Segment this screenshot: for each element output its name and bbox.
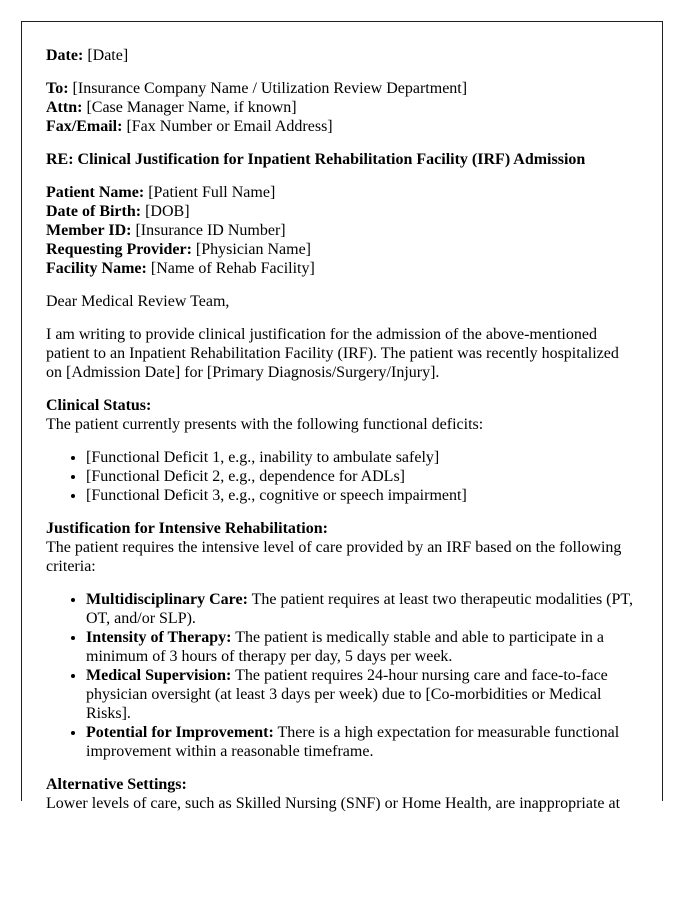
facility-name-value: [Name of Rehab Facility] (150, 260, 315, 277)
to-value: [Insurance Company Name / Utilization Review Department] (72, 80, 468, 97)
justification-intro: The patient requires the intensive level of care provided by an IRF based on the following criteria: (46, 539, 622, 575)
date-label: Date: (46, 47, 84, 64)
attn-label: Attn: (46, 99, 83, 116)
functional-deficit-list (46, 448, 634, 505)
list-item (86, 723, 634, 761)
clinical-status-block (46, 396, 634, 434)
criterion-label: Intensity of Therapy: (86, 629, 232, 646)
criterion-text: There is a high expectation for measurable functional improvement within a reasonable timeframe. (86, 724, 620, 760)
intro-paragraph: I am writing to provide clinical justification for the admission of the above-mentioned patient to an Inpatient Rehabilitation Facility (IRF). The patient was recently hospitalized on [Admission Date] for [Primary Diagnosis/Surgery/Injury]. (46, 326, 619, 381)
clinical-status-intro: The patient currently presents with the following functional deficits: (46, 416, 484, 433)
member-id-value: [Insurance ID Number] (135, 222, 286, 239)
fax-email-value: [Fax Number or Email Address] (126, 118, 333, 135)
list-item (86, 590, 634, 628)
patient-name-value: [Patient Full Name] (148, 184, 276, 201)
criterion-label: Potential for Improvement: (86, 724, 274, 741)
list-item: • [Functional Deficit 2, e.g., dependence for ADLs] (86, 467, 634, 486)
salutation: Dear Medical Review Team, (46, 293, 230, 310)
criterion-label: Medical Supervision: (86, 667, 232, 684)
date-line (46, 46, 634, 65)
list-item (86, 666, 634, 723)
list-item: • [Functional Deficit 1, e.g., inability to ambulate safely] (86, 448, 634, 467)
alternative-settings-block (46, 775, 634, 813)
date-value: [Date] (87, 47, 129, 64)
patient-info-block (46, 183, 634, 278)
criterion-label: Multidisciplinary Care: (86, 591, 248, 608)
dob-label: Date of Birth: (46, 203, 142, 220)
member-id-label: Member ID: (46, 222, 132, 239)
criterion-text: The patient requires at least two therapeutic modalities (PT, OT, and/or SLP). (86, 591, 633, 627)
dob-value: [DOB] (145, 203, 190, 220)
subject-line (46, 150, 634, 169)
attn-value: [Case Manager Name, if known] (86, 99, 297, 116)
patient-name-label: Patient Name: (46, 184, 145, 201)
alternative-settings-intro: Lower levels of care, such as Skilled Nursing (SNF) or Home Health, are inappropriate at (46, 795, 621, 812)
subject-text: RE: Clinical Justification for Inpatient Rehabilitation Facility (IRF) Admission (46, 151, 586, 168)
justification-block (46, 519, 634, 576)
fax-email-label: Fax/Email: (46, 118, 123, 135)
facility-name-label: Facility Name: (46, 260, 147, 277)
clinical-status-heading: Clinical Status: (46, 397, 152, 414)
criterion-text: The patient is medically stable and able to participate in a minimum of 3 hours of therapy per day, 5 days per week. (86, 629, 604, 665)
recipient-block (46, 79, 634, 136)
criterion-text: The patient requires 24-hour nursing care and face-to-face physician oversight (at least 3 days per week) due to [Co-morbidities or Medical Risks]. (86, 667, 608, 722)
requesting-provider-label: Requesting Provider: (46, 241, 192, 258)
requesting-provider-value: [Physician Name] (195, 241, 311, 258)
list-item (86, 628, 634, 666)
alternative-settings-heading: Alternative Settings: (46, 776, 187, 793)
justification-criteria-list (46, 590, 634, 761)
to-label: To: (46, 80, 69, 97)
list-item: • [Functional Deficit 3, e.g., cognitive or speech impairment] (86, 486, 634, 505)
justification-heading: Justification for Intensive Rehabilitation: (46, 520, 328, 537)
letter-page (21, 21, 663, 812)
